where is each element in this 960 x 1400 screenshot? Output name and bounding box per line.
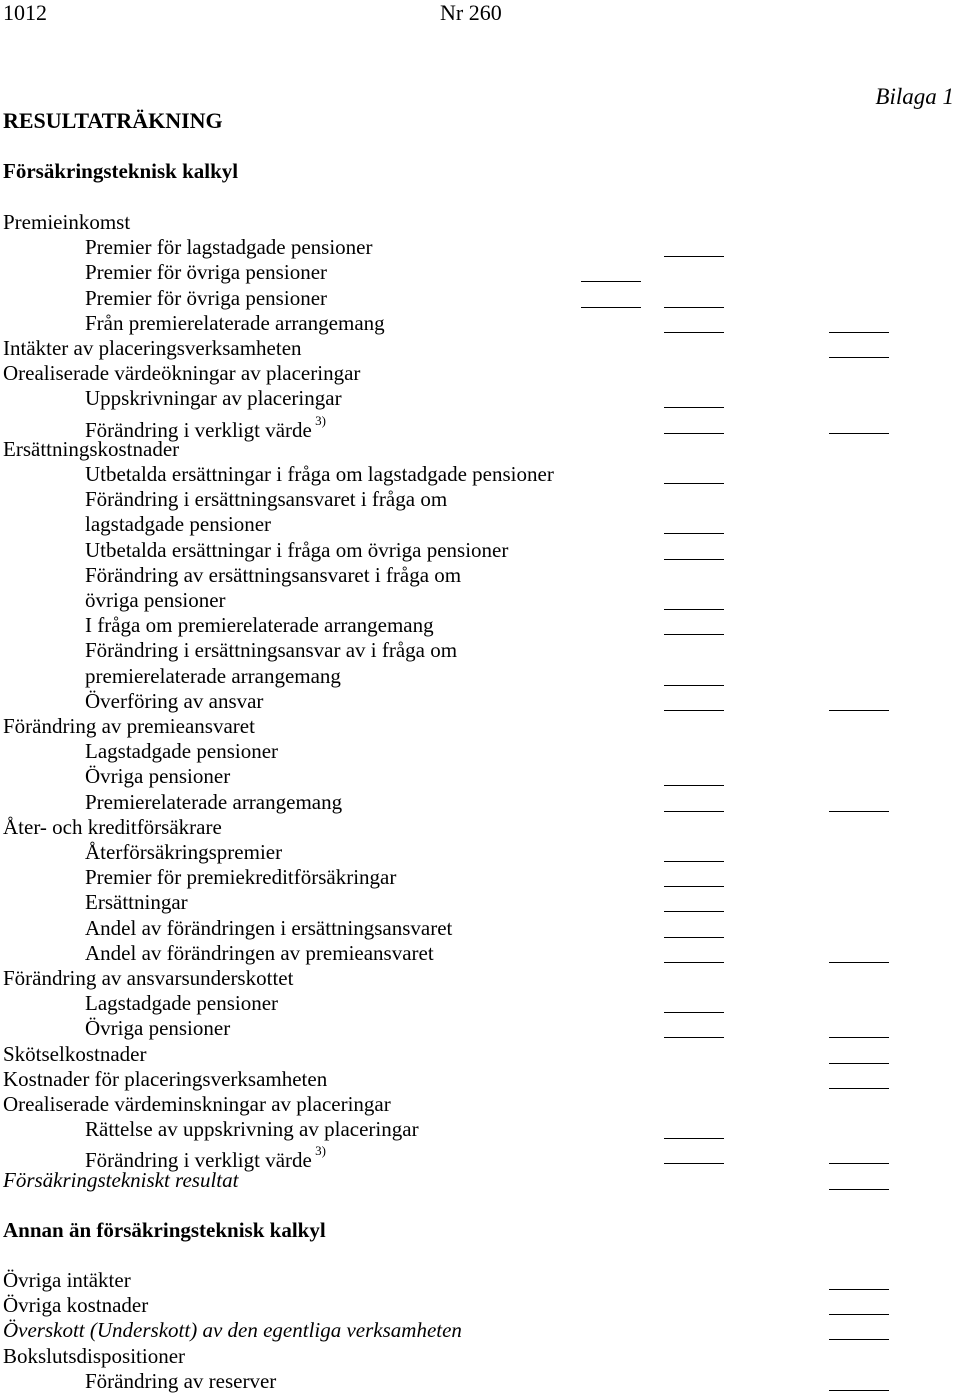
amount-blank-line xyxy=(664,559,724,560)
row-label-text: Övriga pensioner xyxy=(85,1016,231,1041)
row-label-text: I fråga om premierelaterade arrangemang xyxy=(85,613,434,638)
row-label xyxy=(85,638,457,663)
row-label xyxy=(85,235,372,260)
statement-row xyxy=(0,210,960,235)
row-label xyxy=(3,1344,185,1369)
statement-row xyxy=(0,1293,960,1318)
amount-blank-line xyxy=(829,1390,889,1391)
row-label-text: Överföring av ansvar xyxy=(85,688,264,713)
statement-row xyxy=(0,840,960,865)
row-label xyxy=(85,538,508,563)
amount-blank-line xyxy=(829,1063,889,1064)
statement-row xyxy=(0,890,960,915)
row-label-text: Utbetalda ersättningar i fråga om övriga pensioner xyxy=(85,537,509,562)
row-label xyxy=(85,386,342,411)
statement-row xyxy=(0,991,960,1016)
statement-row xyxy=(0,638,960,663)
statement-row xyxy=(0,613,960,638)
row-label-text: Premier för lagstadgade pensioner xyxy=(85,235,373,260)
row-label-text: Förändring i ersättningsansvar av i fråga om xyxy=(85,638,458,663)
statement-row xyxy=(0,714,960,739)
amount-blank-line xyxy=(664,307,724,308)
row-label xyxy=(85,1369,276,1394)
row-label-text: Övriga pensioner xyxy=(85,764,231,789)
amount-blank-line xyxy=(664,861,724,862)
statement-row xyxy=(0,1142,960,1173)
statement-row xyxy=(0,664,960,689)
statement-row xyxy=(0,512,960,537)
row-label-text: Premier för premiekreditförsäkringar xyxy=(85,865,397,890)
statement-row xyxy=(0,916,960,941)
row-label-text: Förändring av premieansvaret xyxy=(3,714,255,738)
statement-row xyxy=(0,462,960,487)
row-label xyxy=(85,613,434,638)
amount-blank-line xyxy=(664,332,724,333)
row-label-text: Försäkringstekniskt resultat xyxy=(3,1167,239,1192)
statement-row xyxy=(0,286,960,311)
row-label-text: Övriga intäkter xyxy=(3,1268,131,1292)
appendix-label: Bilaga 1 xyxy=(875,84,954,109)
statement-row xyxy=(0,865,960,890)
statement-row xyxy=(0,739,960,764)
row-label-text: Från premierelaterade arrangemang xyxy=(85,310,385,335)
row-label xyxy=(3,210,130,235)
row-label xyxy=(3,1168,238,1193)
statement-row xyxy=(0,412,960,442)
row-label-text: Utbetalda ersättningar i fråga om lagstadgade pensioner xyxy=(85,462,554,486)
amount-blank-line xyxy=(829,1088,889,1089)
row-label xyxy=(85,739,278,764)
row-label-text: Överskott (Underskott) av den egentliga verksamheten xyxy=(3,1318,462,1343)
row-label xyxy=(3,336,302,361)
row-label-text: Premierelaterade arrangemang xyxy=(85,789,343,814)
page-title: RESULTATRÄKNING xyxy=(3,108,223,133)
row-label-text: Bokslutsdispositioner xyxy=(3,1343,186,1368)
amount-blank-line xyxy=(829,332,889,333)
row-label xyxy=(85,664,341,689)
row-label xyxy=(85,260,327,285)
row-label-text: Orealiserade värdeminskningar av placeringar xyxy=(3,1092,391,1116)
page-number: 1012 xyxy=(3,0,47,25)
statement-row xyxy=(0,764,960,789)
statement-row xyxy=(0,386,960,411)
row-label-text: övriga pensioner xyxy=(85,588,226,612)
row-label-text: Ersättningskostnader xyxy=(3,436,180,461)
statement-row xyxy=(0,437,960,462)
journal-number: Nr 260 xyxy=(440,0,502,25)
amount-blank-line xyxy=(664,1138,724,1139)
statement-row xyxy=(0,1344,960,1369)
row-label-text: Andel av förändringen av premieansvaret xyxy=(85,940,434,965)
row-label xyxy=(85,890,188,915)
row-label xyxy=(3,1268,131,1293)
statement-row xyxy=(0,487,960,512)
section-heading-non-technical: Annan än försäkringsteknisk kalkyl xyxy=(3,1218,326,1242)
amount-blank-line xyxy=(664,886,724,887)
statement-row xyxy=(0,1168,960,1193)
row-label-text: Orealiserade värdeökningar av placeringar xyxy=(3,361,361,386)
amount-blank-line xyxy=(829,433,889,434)
amount-blank-line xyxy=(664,407,724,408)
row-label-text: Förändring av ersättningsansvaret i fråga om xyxy=(85,562,462,587)
row-label xyxy=(85,563,461,588)
amount-blank-line xyxy=(664,1012,724,1013)
row-label-text: Ersättningar xyxy=(85,890,188,915)
row-label xyxy=(3,1293,148,1318)
row-label-text: Uppskrivningar av placeringar xyxy=(85,386,342,411)
row-label-text: Förändring i verkligt värde xyxy=(85,1148,312,1173)
row-label-text: lagstadgade pensioner xyxy=(85,512,272,537)
row-label xyxy=(85,689,263,714)
row-label-text: Återförsäkringspremier xyxy=(85,840,283,864)
amount-blank-line xyxy=(664,710,724,711)
row-label xyxy=(3,966,293,991)
amount-blank-line xyxy=(829,1163,889,1164)
amount-blank-line xyxy=(664,937,724,938)
row-label-text: Andel av förändringen i ersättningsansvaret xyxy=(85,915,453,940)
row-label-text: Lagstadgade pensioner xyxy=(85,991,279,1016)
amount-blank-line xyxy=(664,785,724,786)
row-label-text: Övriga kostnader xyxy=(3,1293,149,1318)
statement-row xyxy=(0,1318,960,1343)
row-label xyxy=(3,714,255,739)
amount-blank-line xyxy=(664,433,724,434)
statement-row xyxy=(0,336,960,361)
row-label xyxy=(85,512,271,537)
statement-row xyxy=(0,1042,960,1067)
statement-row xyxy=(0,1016,960,1041)
amount-blank-line xyxy=(829,1289,889,1290)
statement-row xyxy=(0,260,960,285)
amount-blank-line xyxy=(664,533,724,534)
amount-blank-line xyxy=(829,1339,889,1340)
amount-blank-line xyxy=(664,911,724,912)
statement-row xyxy=(0,941,960,966)
row-label xyxy=(85,764,230,789)
statement-row xyxy=(0,538,960,563)
row-label xyxy=(3,1318,462,1343)
statement-row xyxy=(0,361,960,386)
amount-blank-line xyxy=(829,811,889,812)
row-label xyxy=(3,815,222,840)
statement-row xyxy=(0,588,960,613)
statement-row xyxy=(0,689,960,714)
row-label-text: Förändring av ansvarsunderskottet xyxy=(3,966,294,990)
amount-blank-line xyxy=(664,609,724,610)
statement-row xyxy=(0,311,960,336)
statement-row xyxy=(0,1067,960,1092)
row-label xyxy=(85,916,452,941)
amount-blank-line xyxy=(664,256,724,257)
row-label xyxy=(85,487,447,512)
row-label xyxy=(85,588,226,613)
row-label xyxy=(3,437,179,462)
row-label-text: Lagstadgade pensioner xyxy=(85,739,279,764)
row-label xyxy=(85,1016,230,1041)
amount-blank-line xyxy=(664,811,724,812)
row-label-text: Rättelse av uppskrivning av placeringar xyxy=(85,1117,419,1142)
amount-blank-line xyxy=(829,962,889,963)
row-label xyxy=(85,991,278,1016)
row-label xyxy=(85,865,396,890)
amount-blank-line xyxy=(581,307,641,308)
row-label xyxy=(85,462,554,487)
amount-blank-line xyxy=(664,1163,724,1164)
row-label-text: Skötselkostnader xyxy=(3,1041,147,1066)
footnote-marker: 3) xyxy=(311,412,326,428)
amount-blank-line xyxy=(829,1037,889,1038)
amount-blank-line xyxy=(664,1037,724,1038)
amount-blank-line xyxy=(829,1189,889,1190)
row-label-text: Förändring i ersättningsansvaret i fråga om xyxy=(85,487,448,512)
row-label-text: Kostnader för placeringsverksamheten xyxy=(3,1066,328,1091)
footnote-marker: 3) xyxy=(311,1143,326,1159)
amount-blank-line xyxy=(829,710,889,711)
statement-row xyxy=(0,1268,960,1293)
row-label xyxy=(85,286,327,311)
statement-row xyxy=(0,563,960,588)
row-label-text: Förändring av reserver xyxy=(85,1368,277,1393)
statement-row xyxy=(0,1117,960,1142)
row-label xyxy=(85,1117,419,1142)
row-label xyxy=(3,1092,391,1117)
row-label xyxy=(3,1042,146,1067)
row-label-text: premierelaterade arrangemang xyxy=(85,663,341,688)
row-label xyxy=(85,840,282,865)
statement-row xyxy=(0,790,960,815)
row-label-text: Premier för övriga pensioner xyxy=(85,260,328,285)
statement-row xyxy=(0,966,960,991)
statement-row xyxy=(0,1369,960,1394)
amount-blank-line xyxy=(664,483,724,484)
statement-row xyxy=(0,1092,960,1117)
statement-row xyxy=(0,815,960,840)
row-label-text: Åter- och kreditförsäkrare xyxy=(3,814,222,839)
row-label xyxy=(85,311,385,336)
row-label-text: Premier för övriga pensioner xyxy=(85,285,328,310)
amount-blank-line xyxy=(664,962,724,963)
row-label xyxy=(3,1067,327,1092)
row-label-text: Premieinkomst xyxy=(3,210,131,234)
section-heading-technical: Försäkringsteknisk kalkyl xyxy=(3,159,239,183)
amount-blank-line xyxy=(829,1314,889,1315)
statement-row xyxy=(0,235,960,260)
amount-blank-line xyxy=(829,357,889,358)
row-label-text: Intäkter av placeringsverksamheten xyxy=(3,336,302,360)
row-label xyxy=(85,941,434,966)
row-label xyxy=(3,361,360,386)
row-label-text: Förändring i verkligt värde xyxy=(85,417,312,442)
amount-blank-line xyxy=(664,685,724,686)
amount-blank-line xyxy=(581,281,641,282)
amount-blank-line xyxy=(664,634,724,635)
row-label xyxy=(85,790,342,815)
